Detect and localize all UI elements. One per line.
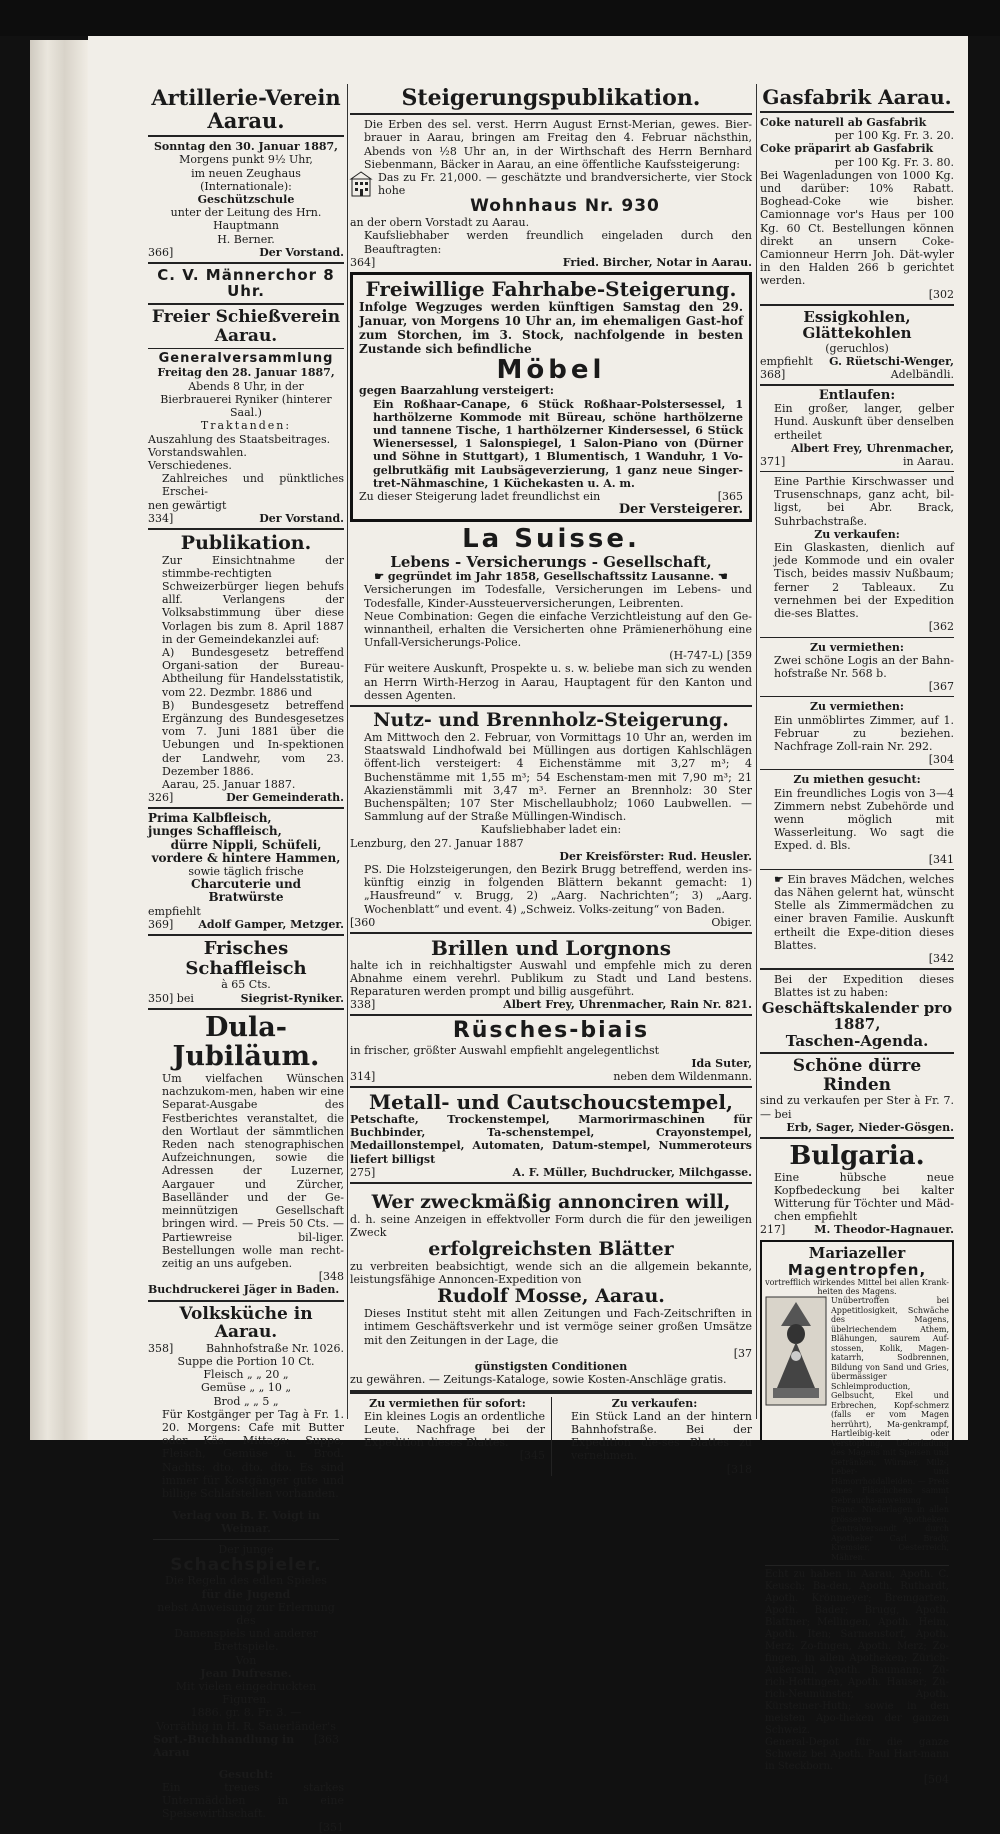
ad-text: B) Bundesgesetz betreffend Ergänzung des Bundesgesetzes vom 7. Juni 1881 über die Uebungen und In-spektionen der Landwehr, vom 23. Dezember 1886. [162, 698, 344, 778]
ad-highlight: erfolgreichsten Blätter [428, 1238, 674, 1261]
ad-line: Coke naturell ab Gasfabrik [760, 116, 927, 129]
ad-title: Zu vermiethen für sofort: [369, 1396, 526, 1410]
ad-number: 275] [350, 1165, 376, 1179]
ad-title: Frisches Schaffleisch [185, 937, 307, 979]
ad-line: per 100 Kg. Fr. 3. 20. [834, 129, 954, 143]
ad-gamper [148, 812, 344, 931]
ad-line: Kaufsliebhaber ladet ein: [480, 823, 622, 837]
ad-vermiethen-2 [760, 700, 954, 766]
ad-title: Zu verkaufen: [611, 1396, 698, 1410]
ad-signature: Albert Frey, Uhrenmacher, Rain Nr. 821. [503, 998, 752, 1012]
ad-text: Zur Einsichtnahme der stimmbe-rechtigten Schweizerbürger liegen behufs allf. Verlangens der Volksabstimmung über diese Vorlagen bis zum 8. April 1887 in der Gemeindekanzlei auf: [162, 553, 344, 646]
ad-signature: Obiger. [711, 915, 752, 929]
ad-maennerchor: C. V. Männerchor 8 Uhr. [157, 265, 335, 301]
ad-line: d. h. seine Anzeigen in effektvoller Form durch die für den jeweiligen Zweck [350, 1212, 752, 1239]
ad-title: Wer zweckmäßig annonciren will, [371, 1190, 731, 1213]
ad-brillen [350, 937, 752, 1012]
ad-line: H. Berner. [217, 232, 275, 246]
ad-signature: Der Versteigerer. [618, 501, 743, 517]
ad-schachspieler [148, 1504, 344, 1764]
ad-title: Schöne dürre Rinden [792, 1056, 922, 1095]
ad-line-text: gegründet im Jahr 1858, Gesellschaftssitz Lausanne. [387, 570, 715, 584]
divider [148, 348, 344, 349]
ad-schiessverein [148, 308, 344, 525]
ad-signature: Der Vorstand. [259, 245, 344, 259]
ad-line: unter der Leitung des Hrn. Hauptmann [170, 206, 322, 233]
ad-line: Zahlreiches und pünktliches Erschei- [162, 472, 344, 499]
ad-line: Sort.-Buchhandlung in Aarau [153, 1732, 295, 1759]
ad-line: Verschiedenes. [148, 458, 232, 472]
ad-title: Rüsches-biais [452, 1018, 650, 1044]
ad-line: bei [176, 991, 194, 1005]
ad-line: vordere & hintere Hammen, [151, 850, 341, 865]
ad-number: 350] [148, 991, 174, 1005]
divider [760, 696, 954, 697]
ad-line: in Aarau. [903, 455, 954, 469]
ad-kirschwasser [760, 475, 954, 633]
ad-text: Ein freundliches Logis von 3—4 Zimmern nebst Zubehörde und wenn möglich mit Wasserleitung. Wo sagt die Exped. d. Bls. [774, 786, 954, 853]
ad-date: Lenzburg, den 27. Januar 1887 [350, 836, 524, 850]
divider [760, 1052, 954, 1054]
ad-code: (H-747-L) [669, 649, 724, 663]
ad-kalender [760, 973, 954, 1049]
ad-line: Vorstandswahlen. [148, 445, 247, 459]
pointing-hand-icon: ☛ [774, 872, 784, 886]
ad-text: Neue Combination: Gegen die einfache Verzichtleistung auf den Ge-winnantheil, erhalten die Versicherten ohne Prämienerhöhung eine Unfall-Versicherungs-Police. [364, 609, 752, 650]
ad-subtitle: vortrefflich wirkendes Mittel bei allen Krank-heiten des Magens. [765, 1278, 949, 1297]
ad-text: Echt zu haben in Aarau, Apoth. C. Keusch; Ba-den, Apoth. Ruthardt, Apoth. Krönmeyer; Bremgarten, Apoth. Bader; Brugg, Apoth. Blattner; Mellingen, Apoth. Heim, Apoth. Iten; Sarmenstorf, Apoth. Merz; Zo-fingen, Apoth. Merz; Zo-fingen, in allen Apotheken; Zürich-Außersihl, Apoth. Baumann; Zü-rich-Hottingen, Apoth. Hauser; Zü-rich-Neumünster, Apoth. Kürsteiner-Huth; sowie in den meisten Apo-theken der ganzen Schweiz. [765, 1569, 949, 1737]
ad-text: Ein treues starkes Untermädchen in eine Speisewirthschaft. [162, 1781, 344, 1821]
ad-text: Für Kostgänger per Tag à Fr. 1. 20. Morgens: Cafe mit Butter oder Käs. Mittags: Suppe, Fleisch, Gemüse u. Brod. Nachts: dto. dto. dto. Es sind immer für Kostgänger gute und billige Schlafstellen vorhanden. [162, 1407, 344, 1500]
ad-line: (geruchlos) [825, 341, 889, 355]
ad-text: Versicherungen im Todesfalle, Versicherungen im Lebens- und Todesfalle, Kinder-Aussteuerversicherungen, Leibrenten. [364, 583, 752, 610]
ad-volkskueche [148, 1305, 344, 1501]
ad-number: 364] [350, 255, 376, 269]
ad-line: 1886. gr. 8. Fr. 3. — [190, 1706, 302, 1720]
column-rule [756, 84, 757, 1419]
ad-title: Zu miethen gesucht: [793, 773, 921, 787]
ad-la-suisse [350, 525, 752, 702]
ad-line: an der obern Vorstadt zu Aarau. [350, 216, 530, 230]
ad-line: Das zu Fr. 21,000. — geschätzte und brandversicherte, vier Stock hohe [378, 171, 752, 198]
ad-number: 217] [760, 1223, 786, 1237]
column-middle [350, 86, 752, 1476]
ad-line: gegen Baarzahlung versteigert: [359, 384, 554, 398]
ad-title: Gesucht: [218, 1767, 274, 1781]
ad-verkaufen [551, 1397, 752, 1476]
ad-subtitle: Generalversammlung [158, 351, 334, 367]
ad-line: Charcuterie und [190, 877, 302, 892]
ad-publikation [148, 533, 344, 805]
ad-signature: Erb, Sager, Nieder-Gösgen. [786, 1120, 954, 1134]
divider [350, 1390, 752, 1394]
ad-line: Brod „ „ 5 „ [213, 1394, 279, 1408]
ad-line: empfiehlt [148, 904, 201, 918]
ad-number: 368] [760, 368, 786, 382]
ad-line: Coke präparirt ab Gasfabrik [760, 142, 934, 156]
ad-number: 358] [148, 1341, 174, 1355]
ad-gasfabrik [760, 86, 954, 301]
ad-artillerie [148, 86, 344, 259]
ad-line: Vorräthig in H. R. Sauerländer's [156, 1719, 336, 1733]
ad-bulgaria [760, 1142, 954, 1236]
ad-line: Bei der Expedition dieses Blattes ist zu haben: [774, 973, 954, 1000]
ad-text: sind zu verkaufen per Ster à Fr. 7. — bei [760, 1094, 954, 1121]
ad-line: Die Regeln des edlen Spieles [165, 1574, 327, 1588]
ad-signature: Albert Frey, Uhrenmacher, [790, 441, 954, 455]
ad-title: Zu vermiethen: [810, 640, 904, 654]
column-right [760, 86, 954, 1792]
divider [760, 384, 954, 386]
ad-title: Freier Schießverein Aarau. [151, 306, 341, 346]
ad-highlight: Möbel [496, 354, 606, 385]
ad-number: [341 [928, 852, 954, 866]
ad-number: [351 [318, 1820, 344, 1834]
ad-text: Unübertroffen bei Appetitlosigkeit, Schwäche des Magens, übelriechendem Athem, Blähungen, saurem Auf-stossen, Kolik, Magen-katarrh, Sodbrennen, Bildung von Sand und Gries, übermässiger Schleimproduction, Gelbsucht, Ekel und Erbrechen, Kopf-schmerz (falls er vom Magen herrührt), Ma-genkrampf, Hartleibig-keit oder Verstopfung, Ueberladung des Magens mit Speisen und Getränken, Würmer, Milz-, Leber- und Hämorrhoidalleiden. — Preis eines Fläschchens sammt Gebrauchs-anweisung 1 Franc. Niederlagen in allen grösseren Apotheken. Centralversandt durch Apotheker Carl Brady, Kremsier, Oesterreich, Mähren. [831, 1296, 949, 1562]
ad-text: PS. Die Holzsteigerungen, den Bezirk Brugg betreffend, werden ins-künftig einzig in folgenden Blättern bekannt gemacht: 1) „Hausfreund“ v. Brugg, 2) „Aarg. Nachrichten“; 3) „Aarg. Wochenblatt“ und event. 4) „Schweiz. Volks-zeitung“ von Baden. [364, 862, 752, 916]
pointing-hand-icon: ☚ [717, 570, 728, 584]
ad-dula [148, 1013, 344, 1297]
ad-subtitle: Taschen-Agenda. [785, 1031, 929, 1050]
ad-signature: G. Rüetschi-Wenger, [829, 355, 954, 369]
column-rule [347, 84, 348, 1419]
ad-text: Zwei schöne Logis an der Bahn-hofstraße Nr. 568 b. [774, 653, 954, 680]
ad-line: Der junge [218, 1542, 274, 1556]
ad-signature: M. Theodor-Hagnauer. [814, 1223, 954, 1237]
ad-signature: Adolf Gamper, Metzger. [198, 917, 344, 931]
ad-schaffleisch [148, 939, 344, 1005]
ad-highlight: Rudolf Mosse, Aarau. [437, 1285, 665, 1308]
ad-text: Dieses Institut steht mit allen Zeitungen und Fach-Zeitschriften in intimem Geschäftsverkehr und ist vermöge seiner großen Umsätze mit den Zeitungen in der Lage, die [364, 1307, 752, 1347]
ad-miethen-gesucht [760, 773, 954, 865]
divider [760, 637, 954, 638]
ad-line: à 65 Cts. [221, 978, 271, 992]
house-icon [350, 171, 372, 197]
ad-text: Um vielfachen Wünschen nachzukom-men, haben wir eine Separat-Ausgabe des Festberichtes veranstaltet, die den Wortlaut der sämmtlichen Reden nach stenographischen Aufzeichnungen, sowie die Adressen der Luzerner, Aargauer und Zürcher, Baselländer und der Ge-meinnützigen Gesellschaft bringen wird. — Preis 50 Cts. — Partiewreise bil-liger. Bestellungen wolle man recht-zeitig an uns aufgeben. [162, 1072, 344, 1270]
ad-line: Bahnhofstraße Nr. 1026. [206, 1341, 344, 1355]
ad-text: Ein großer, langer, gelber Hund. Auskunft über denselben ertheilet [774, 402, 954, 442]
ad-text: Ein unmöblirtes Zimmer, auf 1. Februar zu beziehen. Nachfrage Zoll-rain Nr. 292. [774, 713, 954, 753]
ad-signature: Ida Suter, [691, 1056, 752, 1070]
ad-text: Petschafte, Trockenstempel, Marmorirmaschinen für Buchbinder, Ta-schenstempel, Crayonstempel, Medaillonstempel, Automaten, Datum-stempel, Nummeroteurs liefert billigst [350, 1112, 752, 1166]
ad-text: Ein kleines Logis an ordentliche Leute. Nachfrage bei der Expedition dieses Blattes. [364, 1409, 545, 1450]
ad-stempel [350, 1091, 752, 1179]
ad-number: [318 [726, 1462, 752, 1476]
divider [760, 769, 954, 770]
ad-text: Ein Glaskasten, dienlich auf jede Kommode und ein ovaler Tisch, beides massiv Nußbaum; ferner 2 Tableaux. Zu vernehmen bei der Expedition die-ses Blattes. [774, 541, 954, 621]
ad-line: Geschützschule [197, 193, 295, 206]
scan-border [0, 0, 1000, 36]
ad-number: 334] [148, 511, 174, 525]
ad-title: Nutz- und Brennholz-Steigerung. [373, 709, 729, 732]
ad-line: Bierbrauerei Ryniker (hinterer Saal.) [160, 392, 332, 420]
ad-steigerungspublikation [350, 86, 752, 269]
divider [350, 1014, 752, 1016]
ad-number: [362 [928, 620, 954, 634]
ad-line: Adelbändli. [890, 368, 954, 382]
ad-vermiethen [350, 1397, 545, 1476]
ad-signature: Der Vorstand. [259, 511, 344, 525]
ad-line: zu gewähren. — Zeitungs-Kataloge, sowie Kosten-Anschläge gratis. [350, 1373, 727, 1387]
ad-line: nen gewärtigt [148, 498, 227, 512]
ad-split [350, 1397, 752, 1476]
ad-maedchen [760, 873, 954, 965]
ad-line: Suppe die Portion 10 Ct. [177, 1354, 315, 1368]
ad-line: Sonntag den 30. Januar 1887, [153, 140, 338, 154]
ad-title: Essigkohlen, Glättekohlen [802, 307, 912, 343]
divider [350, 1086, 752, 1088]
divider [148, 135, 344, 137]
ad-highlight: Wohnhaus Nr. 930 [470, 196, 660, 217]
ad-text: Die Erben des sel. verst. Herrn August Ernst-Merian, gewes. Bier-brauer in Aarau, bringen am Freitag den 4. Februar nächsthin, Abends von ½8 Uhr an, in der Wirthschaft des Herrn Bernhard Siebenmann, Bäcker in Aarau, an eine öffentliche Kaufssteigerung: [364, 118, 752, 171]
ad-essigkohlen [760, 309, 954, 381]
ad-line: sowie täglich frische [188, 865, 304, 879]
ad-line: empfiehlt [760, 355, 813, 369]
ad-text: A) Bundesgesetz betreffend Organi-sation der Bureau-Abtheilung für Handelsstatistik, vom 22. Dezmbr. 1886 und [162, 646, 344, 699]
ad-title: Dula-Jubiläum. [172, 1011, 320, 1073]
ad-number: [365 [717, 489, 743, 503]
divider [153, 1539, 339, 1540]
ad-text: Für weitere Auskunft, Prospekte u. s. w. beliebe man sich zu wenden an Herrn Wirth-Herzog in Aarau, Hauptagent für den Kanton und dessen Agenten. [364, 662, 752, 702]
divider [148, 934, 344, 936]
ad-number: [359 [726, 649, 752, 663]
ad-text: Am Mittwoch den 2. Februar, von Vormittags 10 Uhr an, werden im Staatswald Lindhofwald bei Müllingen aus dortigen Kahlschlägen öffent-lich versteigert: 4 Eichenstämme mit 3,27 m³; 4 Buchenstämme mit 1,55 m³; 54 Eschenstam-men mit 7,90 m³; 21 Akazienstämmli mit 3,47 m³. Ferner an Brennholz: 30 Ster Buchenspälten; 107 Ster Mischellaubholz; 1060 Laubwellen. — Sammlung auf der Straße Müllingen-Windisch. [364, 730, 752, 824]
ad-title: Gasfabrik Aarau. [762, 85, 952, 109]
ad-text: Bei Wagenladungen von 1000 Kg. und darüber: 10% Rabatt. Boghead-Coke wie bisher. Camionnage vor's Haus per 100 Kg. 60 Ct. Bestellungen können direkt an unsern Coke-Camionneur Herrn Joh. Dät-wyler in den Halden 266 b gerichtet werden. [760, 168, 954, 288]
ad-signature: Buchdruckerei Jäger in Baden. [148, 1283, 340, 1297]
ad-line: günstigsten Conditionen [474, 1360, 628, 1374]
ad-line: Verlag von B. F. Voigt in Weimar. [172, 1509, 320, 1536]
ad-holzsteigerung [350, 710, 752, 929]
divider [148, 262, 344, 264]
ad-title: Metall- und Cautschoucstempel, [369, 1089, 733, 1114]
ad-gesucht [148, 1768, 344, 1834]
ad-line: Freitag den 28. Januar 1887, [157, 366, 335, 380]
ad-number: [348 [318, 1270, 344, 1284]
ad-text: Ein Stück Land an der hintern Bahnhofstraße. Bei der Expedition die-ses Blattes zu vernehmen. [571, 1409, 752, 1463]
ad-number: [304 [928, 753, 954, 767]
ad-line: für die Jugend [201, 1587, 291, 1601]
ad-title: Publikation. [180, 531, 312, 554]
ad-line: nebst Anweisung zur Erlernung des [157, 1600, 335, 1628]
divider [148, 303, 344, 305]
ad-line: Morgens punkt 9½ Uhr, [179, 153, 313, 167]
ad-line: Prima Kalbfleisch, [148, 811, 272, 826]
ad-signature: Siegrist-Ryniker. [240, 991, 344, 1005]
ad-number: [37 [733, 1346, 752, 1360]
ad-subtitle: Lebens - Versicherungs - Gesellschaft, [390, 552, 712, 571]
divider [760, 111, 954, 113]
ad-line: Zu dieser Steigerung ladet freundlichst ein [359, 489, 601, 503]
ad-number: [360 [350, 915, 376, 929]
ad-signature: Der Kreisförster: Rud. Heusler. [559, 849, 752, 863]
ad-number: [302 [928, 287, 954, 301]
ad-vermiethen-1 [760, 641, 954, 694]
ad-line: per 100 Kg. Fr. 3. 80. [834, 155, 954, 169]
ad-signature: Der Gemeinderath. [226, 791, 344, 805]
divider [760, 304, 954, 306]
ad-entlaufen [760, 389, 954, 468]
ad-title: La Suisse. [462, 524, 640, 555]
ad-line: Gemüse „ „ 10 „ [200, 1381, 292, 1395]
ad-mariazell [760, 1240, 954, 1791]
ad-line: Auszahlung des Staatsbeitrages. [148, 432, 331, 446]
ad-title: Zu vermiethen: [810, 700, 904, 714]
ad-text: Eine hübsche neue Kopfbedeckung bei kalter Witterung für Töchter und Mäd-chen empfiehlt [774, 1170, 954, 1224]
ad-title: Freiwillige Fahrhabe-Steigerung. [365, 276, 737, 301]
ad-line: Kaufsliebhaber werden freundlich eingeladen durch den Beauftragten: [364, 229, 752, 256]
ad-number: 314] [350, 1069, 376, 1083]
ad-title: Schachspieler. [170, 1554, 322, 1575]
divider [148, 528, 344, 530]
ad-text: General-Depot für die ganze Schweiz bei Apoth. Paul Hart-mann in Steckborn. [765, 1737, 949, 1773]
divider [760, 968, 954, 970]
divider [350, 705, 752, 707]
page-stack-edge [30, 40, 88, 1440]
ad-signature: neben dem Wildenmann. [613, 1069, 752, 1083]
ad-line: Abends 8 Uhr, in der [188, 379, 304, 393]
ad-title: Magentropfen, [787, 1260, 927, 1279]
pointing-hand-icon: ☛ [374, 570, 385, 584]
ad-mosse [350, 1192, 752, 1387]
ad-number: [345 [519, 1449, 545, 1463]
divider [350, 1182, 752, 1184]
ad-text: Ein braves Mädchen, welches das Nähen gelernt hat, wünscht Stelle als Zimmermädchen zu einer braven Familie. Auskunft ertheilt die Expe-dition dieses Blattes. [774, 872, 954, 952]
ad-text: Ein Roßhaar-Canape, 6 Stück Roßhaar-Polstersessel, 1 harthölzerne Kommode mit Büreau, schöne harthölzerne und tannene Tische, 1 harthölzerner Kindersessel, 6 Stück Wienersessel, 1 Salonspiegel, 1 Salon-Piano von (Dürner und Söhne in Stuttgart), 1 Blumentisch, 1 Wanduhr, 1 Vo-gelbrutkäfig mit Laubsägeverzierung, 1 ganz neue Singer-tret-Nähmaschine, 1 Küchekasten u. A. m. [373, 397, 743, 490]
ad-number: 371] [760, 455, 786, 469]
ad-number: 326] [148, 791, 174, 805]
ad-line: Fleisch „ „ 20 „ [203, 1368, 289, 1382]
ad-text: zu verbreiten beabsichtigt, wende sich an die allgemein bekannte, leistungsfähige Annoncen-Expedition von [350, 1259, 752, 1287]
ad-title: Geschäftskalender pro 1887, [761, 998, 953, 1034]
divider [148, 1300, 344, 1302]
ad-text: Eine Parthie Kirschwasser und Trusenschnaps, ganz acht, bil-ligst, bei Abr. Brack, Suhrbachstraße. [774, 475, 954, 528]
divider [760, 869, 954, 870]
ad-number: 369] [148, 917, 174, 931]
ad-text-wrap [760, 873, 954, 952]
ad-title: Artillerie-Verein Aarau. [151, 85, 341, 134]
ad-title: Bulgaria. [789, 1141, 925, 1172]
ad-number: 366] [148, 245, 174, 259]
madonna-engraving-icon [765, 1296, 827, 1406]
ad-rinden [760, 1057, 954, 1134]
ad-line: Damenspiels und anderer Brettspiele. [174, 1627, 318, 1654]
ad-line: junges Schaffleisch, [148, 824, 282, 839]
ad-title: Entlaufen: [818, 388, 896, 404]
newspaper-page [88, 36, 968, 1834]
ad-signature: A. F. Müller, Buchdrucker, Milchgasse. [512, 1165, 752, 1179]
ad-number: [342 [928, 951, 954, 965]
divider [148, 807, 344, 809]
ad-number: [367 [928, 680, 954, 694]
ad-title: Volksküche in Aarau. [179, 1303, 313, 1343]
divider [148, 1008, 344, 1010]
ad-number: [504 [923, 1773, 949, 1787]
ad-fahrhabe [350, 272, 752, 522]
column-left [148, 86, 344, 1834]
ad-title: Brillen und Lorgnons [430, 935, 672, 960]
ad-line: Von [235, 1653, 257, 1667]
ad-line: in frischer, größter Auswahl empfiehlt angelegentlichst [350, 1043, 660, 1057]
ad-title: Steigerungspublikation. [401, 85, 701, 111]
ad-line [350, 570, 752, 583]
ad-number: 338] [350, 998, 376, 1012]
ad-number: [363 [313, 1732, 339, 1746]
ad-signature: Fried. Bircher, Notar in Aarau. [562, 255, 752, 269]
divider [760, 471, 954, 472]
divider [760, 1137, 954, 1139]
ad-rueschen [350, 1019, 752, 1083]
ad-line: im neuen Zeughaus (Internationale): [191, 166, 301, 193]
ad-line: dürre Nippli, Schüfeli, [170, 837, 322, 852]
ad-text: halte ich in reichhaltigster Auswahl und empfehle mich zu deren Abnahme einem verehrl. Publikum zu Stadt und Land bestens. Reparaturen werden prompt und billig ausgeführt. [350, 958, 752, 999]
ad-line: Jean Dufresne. [200, 1666, 292, 1680]
ad-title: Mariazeller [808, 1244, 906, 1263]
divider [765, 1565, 949, 1566]
ad-title: Zu verkaufen: [814, 527, 900, 541]
ad-line: Bratwürste [208, 890, 284, 905]
ad-line: Mit vielen eingedruckten Figuren. [175, 1680, 317, 1707]
ad-text: Infolge Wegzuges werden künftigen Samstag den 29. Januar, von Morgens 10 Uhr an, im ehemaligen Gast-hof zum Storchen, im 3. Stock, nachfolgende in besten Zustande sich befindliche [359, 299, 743, 356]
ad-line: Traktanden: [200, 419, 292, 433]
divider [350, 932, 752, 934]
ad-date: Aarau, 25. Januar 1887. [162, 778, 296, 792]
divider [350, 113, 752, 115]
